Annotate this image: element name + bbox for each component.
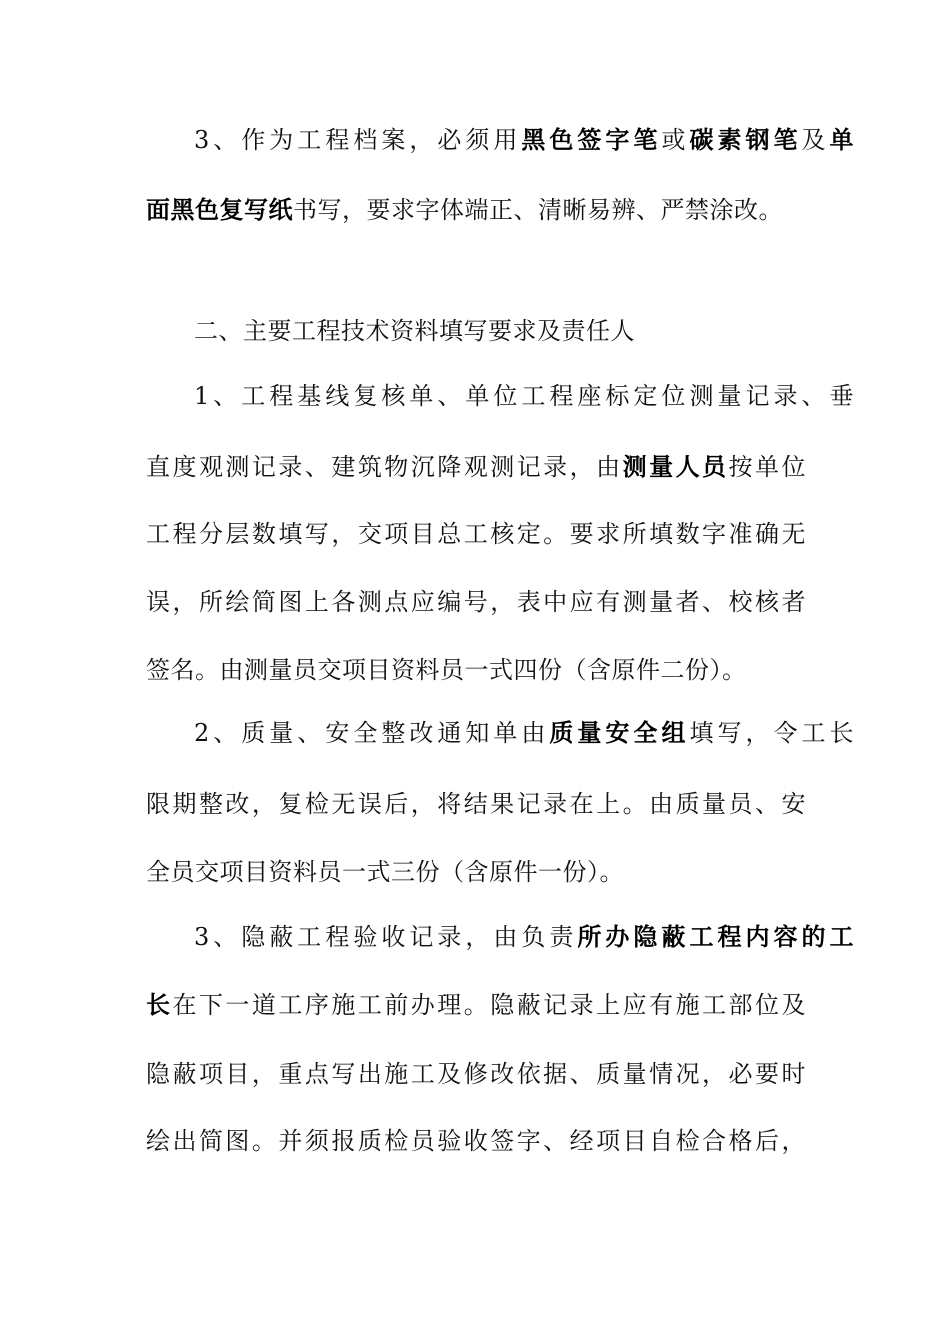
- bold-text: 长: [146, 991, 173, 1019]
- paragraph-line: [146, 989, 806, 1021]
- bold-text: 质量安全组: [549, 719, 690, 747]
- text-segment: 书写，要求字体端正、清晰易辨、严禁涂改。: [293, 196, 783, 224]
- text-segment: 或: [661, 126, 690, 154]
- text-segment: 按单位: [728, 453, 807, 481]
- text-segment: 3、作为工程档案，必须用: [194, 126, 522, 154]
- text-segment: 填写，令工长: [689, 719, 855, 747]
- bold-text: 所办隐蔽工程内容的工: [577, 923, 854, 951]
- paragraph-line: 误，所绘简图上各测点应编号，表中应有测量者、校核者: [146, 588, 806, 616]
- text-segment: 3、隐蔽工程验收记录，由负责: [194, 923, 578, 951]
- paragraph-line: [194, 717, 854, 749]
- text-segment: 及: [801, 126, 830, 154]
- section-heading: 二、主要工程技术资料填写要求及责任人: [194, 317, 635, 345]
- paragraph-line: 全员交项目资料员一式三份（含原件一份）。: [146, 858, 624, 886]
- paragraph-line: [146, 451, 806, 483]
- bold-text: 测量人员: [622, 453, 729, 481]
- text-segment: 直度观测记录、建筑物沉降观测记录，由: [146, 453, 623, 481]
- paragraph-line: [194, 124, 854, 156]
- paragraph-line: [194, 921, 854, 953]
- paragraph-line: 隐蔽项目，重点写出施工及修改依据、质量情况，必要时: [146, 1060, 806, 1088]
- text-segment: 2、质量、安全整改通知单由: [194, 719, 550, 747]
- paragraph-line: 限期整改，复检无误后，将结果记录在上。由质量员、安: [146, 790, 806, 818]
- bold-text: 单: [829, 126, 855, 154]
- bold-text: 碳素钢笔: [689, 126, 802, 154]
- paragraph-line: 1、工程基线复核单、单位工程座标定位测量记录、垂: [194, 382, 854, 410]
- bold-text: 面黑色复写纸: [146, 196, 293, 224]
- paragraph-line: 绘出简图。并须报质检员验收签字、经项目自检合格后，: [146, 1127, 806, 1155]
- bold-text: 黑色签字笔: [521, 126, 662, 154]
- paragraph-line: 签名。由测量员交项目资料员一式四份（含原件二份）。: [146, 656, 747, 684]
- text-segment: 在下一道工序施工前办理。隐蔽记录上应有施工部位及: [172, 991, 807, 1019]
- paragraph-line: [146, 194, 806, 226]
- paragraph-line: 工程分层数填写，交项目总工核定。要求所填数字准确无: [146, 520, 806, 548]
